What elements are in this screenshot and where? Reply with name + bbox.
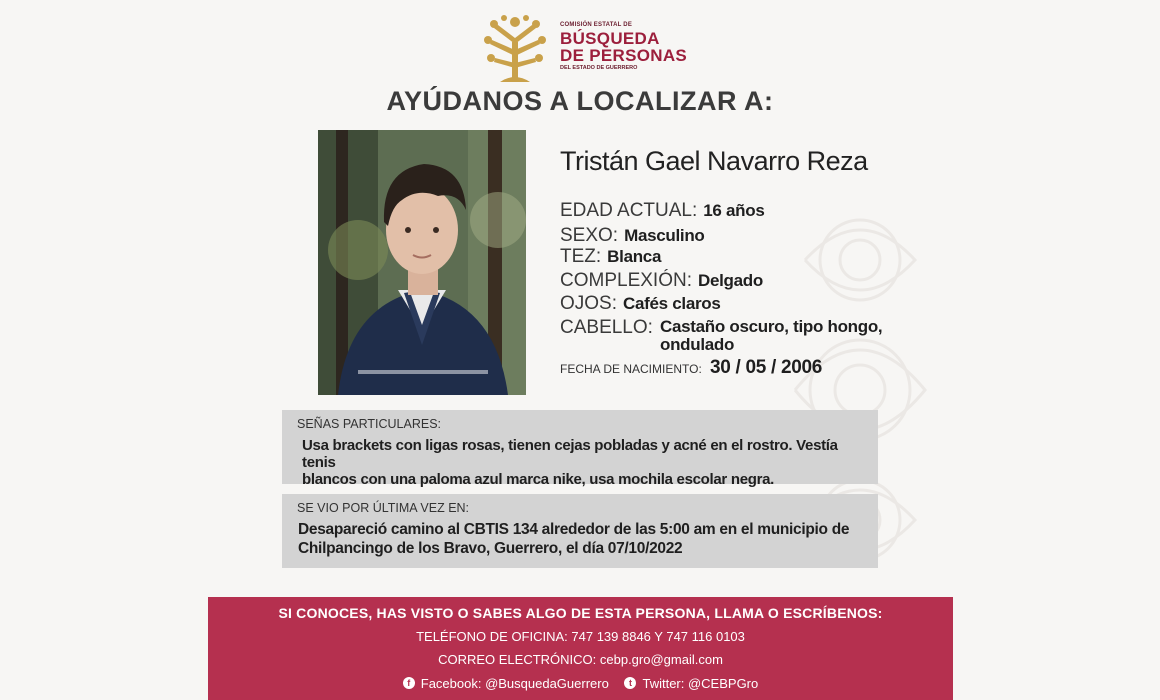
field-cabello-value (660, 318, 882, 354)
twitter-link[interactable] (624, 676, 758, 691)
field-label: EDAD ACTUAL: (560, 200, 698, 221)
box-title: SEÑAS PARTICULARES: (297, 417, 442, 431)
field-label: OJOS: (560, 293, 618, 314)
field-value: Masculino (624, 226, 705, 245)
birth-date-value: 30 / 05 / 2006 (710, 357, 823, 378)
field-label: CABELLO: (560, 317, 653, 338)
logo-line-4: DEL ESTADO DE GUERRERO (560, 65, 638, 71)
field-sexo (560, 225, 705, 247)
box-text-line-1: Desapareció camino al CBTIS 134 alrededor de las 5:00 am en el municipio de (298, 521, 850, 538)
field-cabello (560, 317, 653, 339)
field-value: Blanca (607, 247, 662, 266)
field-tez (560, 246, 661, 268)
facebook-handle: Facebook: @BusquedaGuerrero (420, 675, 609, 691)
field-ojos (560, 293, 721, 315)
contact-footer (208, 597, 953, 700)
facebook-icon: f (403, 677, 415, 689)
distinguishing-marks-box (282, 410, 878, 488)
field-value: Cafés claros (623, 294, 721, 313)
tree-emblem-icon (480, 14, 550, 84)
last-seen-box (282, 494, 878, 568)
cabello-line-1: Castaño oscuro, tipo hongo, (660, 317, 883, 336)
box-text (302, 437, 862, 488)
logo-wordmark (560, 22, 687, 72)
box-title: SE VIO POR ÚLTIMA VEZ EN: (297, 501, 470, 515)
person-photo (318, 130, 526, 395)
footer-phone[interactable]: TELÉFONO DE OFICINA: 747 139 8846 Y 747 116 0103 (416, 629, 745, 644)
logo-line-1: COMISIÓN ESTATAL DE (560, 22, 633, 28)
box-text-line-1: Usa brackets con ligas rosas, tienen cejas pobladas y acné en el rostro. Vestía tenis (302, 437, 838, 471)
field-value: 16 años (703, 201, 765, 220)
facebook-link[interactable] (403, 676, 609, 691)
field-complexion (560, 270, 763, 292)
person-name: Tristán Gael Navarro Reza (560, 146, 868, 176)
logo-line-2: BÚSQUEDA (560, 29, 660, 48)
cabello-line-2: ondulado (660, 335, 735, 354)
footer-call-to-action: SI CONOCES, HAS VISTO O SABES ALGO DE ESTA PERSONA, LLAMA O ESCRÍBENOS: (278, 605, 883, 621)
logo-line-3: DE PERSONAS (560, 46, 688, 65)
headline: AYÚDANOS A LOCALIZAR A: (386, 86, 774, 116)
twitter-handle: Twitter: @CEBPGro (642, 675, 759, 691)
footer-social (208, 674, 953, 691)
birth-date-label: FECHA DE NACIMIENTO: (560, 362, 702, 376)
box-text-line-2: blancos con una paloma azul marca nike, usa mochila escolar negra. (302, 471, 775, 488)
footer-email[interactable]: CORREO ELECTRÓNICO: cebp.gro@gmail.com (438, 652, 723, 667)
field-value: Delgado (697, 271, 763, 290)
agency-logo (480, 14, 690, 84)
field-label: SEXO: (560, 225, 619, 246)
field-label: TEZ: (560, 246, 602, 267)
field-edad (560, 200, 764, 222)
field-label: COMPLEXIÓN: (560, 270, 692, 291)
box-text-line-2: Chilpancingo de los Bravo, Guerrero, el día 07/10/2022 (298, 540, 683, 557)
box-text (298, 520, 858, 558)
twitter-icon: t (624, 677, 636, 689)
photo-illustration (318, 130, 526, 395)
